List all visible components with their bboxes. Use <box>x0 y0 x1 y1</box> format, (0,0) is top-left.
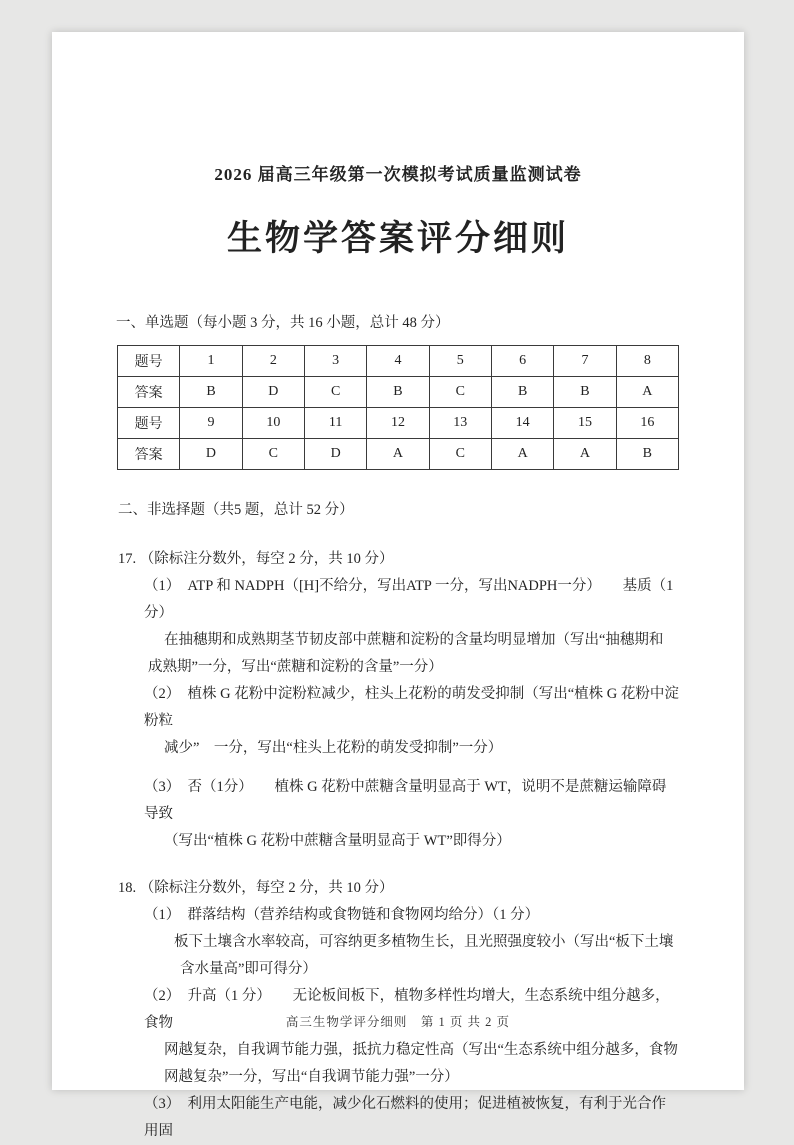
answer-line: 在抽穗期和成熟期茎节韧皮部中蔗糖和淀粉的含量均明显增加（写出“抽穗期和 <box>164 632 664 648</box>
question-17-block <box>116 546 680 855</box>
table-cell: 15 <box>554 408 616 439</box>
table-row <box>118 408 679 439</box>
table-cell: 12 <box>367 408 429 439</box>
answer-line: （3） 利用太阳能生产电能，减少化石燃料的使用；促进植被恢复，有利于光合作用固 <box>144 1096 666 1139</box>
page-footer: 高三生物学评分细则 第 1 页 共 2 页 <box>285 1015 511 1029</box>
answer-line: 网越复杂，自我调节能力强，抵抗力稳定性高（写出“生态系统中组分越多，食物 <box>164 1042 678 1058</box>
table-row <box>118 439 679 470</box>
table-cell: 答案 <box>118 377 180 408</box>
answer-line: 含水量高”即可得分） <box>180 961 317 977</box>
answer-line: （2） 植株 G 花粉中淀粉粒减少，柱头上花粉的萌发受抑制（写出“植株 G 花粉中淀粉粒 <box>144 686 679 729</box>
table-cell: 7 <box>554 346 616 377</box>
table-cell: 1 <box>180 346 242 377</box>
table-cell: 5 <box>429 346 491 377</box>
table-cell: 9 <box>180 408 242 439</box>
table-cell: B <box>491 377 553 408</box>
question-17-stem: 17. （除标注分数外，每空 2 分，共 10 分） <box>118 551 394 567</box>
table-cell: C <box>304 377 366 408</box>
answer-line: 网越复杂”一分，写出“自我调节能力强”一分） <box>164 1069 459 1085</box>
table-cell: 题号 <box>118 346 180 377</box>
table-cell: C <box>242 439 304 470</box>
answer-line: 减少” 一分，写出“柱头上花粉的萌发受抑制”一分） <box>164 740 503 756</box>
page-title: 生物学答案评分细则 <box>226 219 569 258</box>
section-1-heading: 一、单选题（每小题 3 分，共 16 小题，总计 48 分） <box>116 315 450 331</box>
section-2-heading: 二、非选择题（共5 题，总计 52 分） <box>118 502 354 518</box>
table-cell: A <box>554 439 616 470</box>
table-cell: 2 <box>242 346 304 377</box>
exam-header-title: 2026 届高三年级第一次模拟考试质量监测试卷 <box>214 165 582 184</box>
table-cell: 14 <box>491 408 553 439</box>
answer-line: （写出“植株 G 花粉中蔗糖含量明显高于 WT”即得分） <box>164 833 511 849</box>
answer-line: 板下土壤含水率较高，可容纳更多植物生长，且光照强度较小（写出“板下土壤 <box>174 934 674 950</box>
table-cell: C <box>429 377 491 408</box>
question-18-block <box>116 875 680 1145</box>
table-cell: B <box>180 377 242 408</box>
page-content <box>52 160 744 1145</box>
answer-line: （1） 群落结构（营养结构或食物链和食物网均给分）（1 分） <box>144 907 540 923</box>
table-cell: D <box>180 439 242 470</box>
table-cell: 13 <box>429 408 491 439</box>
answer-line: 成熟期”一分，写出“蔗糖和淀粉的含量”一分） <box>148 659 443 675</box>
answer-line: （2） 升高（1 分） 无论板间板下，植物多样性均增大，生态系统中组分越多，食物 <box>144 988 670 1031</box>
table-cell: A <box>367 439 429 470</box>
table-cell: 8 <box>616 346 678 377</box>
table-cell: B <box>554 377 616 408</box>
table-cell: 3 <box>304 346 366 377</box>
table-cell: A <box>616 377 678 408</box>
document-page <box>52 32 744 1139</box>
table-cell: C <box>429 439 491 470</box>
table-cell: D <box>242 377 304 408</box>
table-cell: 4 <box>367 346 429 377</box>
table-row <box>118 377 679 408</box>
table-cell: 10 <box>242 408 304 439</box>
table-cell: 题号 <box>118 408 180 439</box>
table-cell: 答案 <box>118 439 180 470</box>
answer-line: （1） ATP 和 NADPH（[H]不给分，写出ATP 一分，写出NADPH一分） 基质（1 分） <box>144 578 674 621</box>
table-cell: A <box>491 439 553 470</box>
answer-line: （3） 否（1分） 植株 G 花粉中蔗糖含量明显高于 WT，说明不是蔗糖运输障碍导致 <box>144 779 667 822</box>
question-18-stem: 18. （除标注分数外，每空 2 分，共 10 分） <box>118 880 394 896</box>
table-row <box>118 346 679 377</box>
table-cell: 16 <box>616 408 678 439</box>
answer-table <box>117 345 679 470</box>
table-cell: D <box>304 439 366 470</box>
table-cell: B <box>367 377 429 408</box>
table-cell: B <box>616 439 678 470</box>
table-cell: 6 <box>491 346 553 377</box>
table-cell: 11 <box>304 408 366 439</box>
